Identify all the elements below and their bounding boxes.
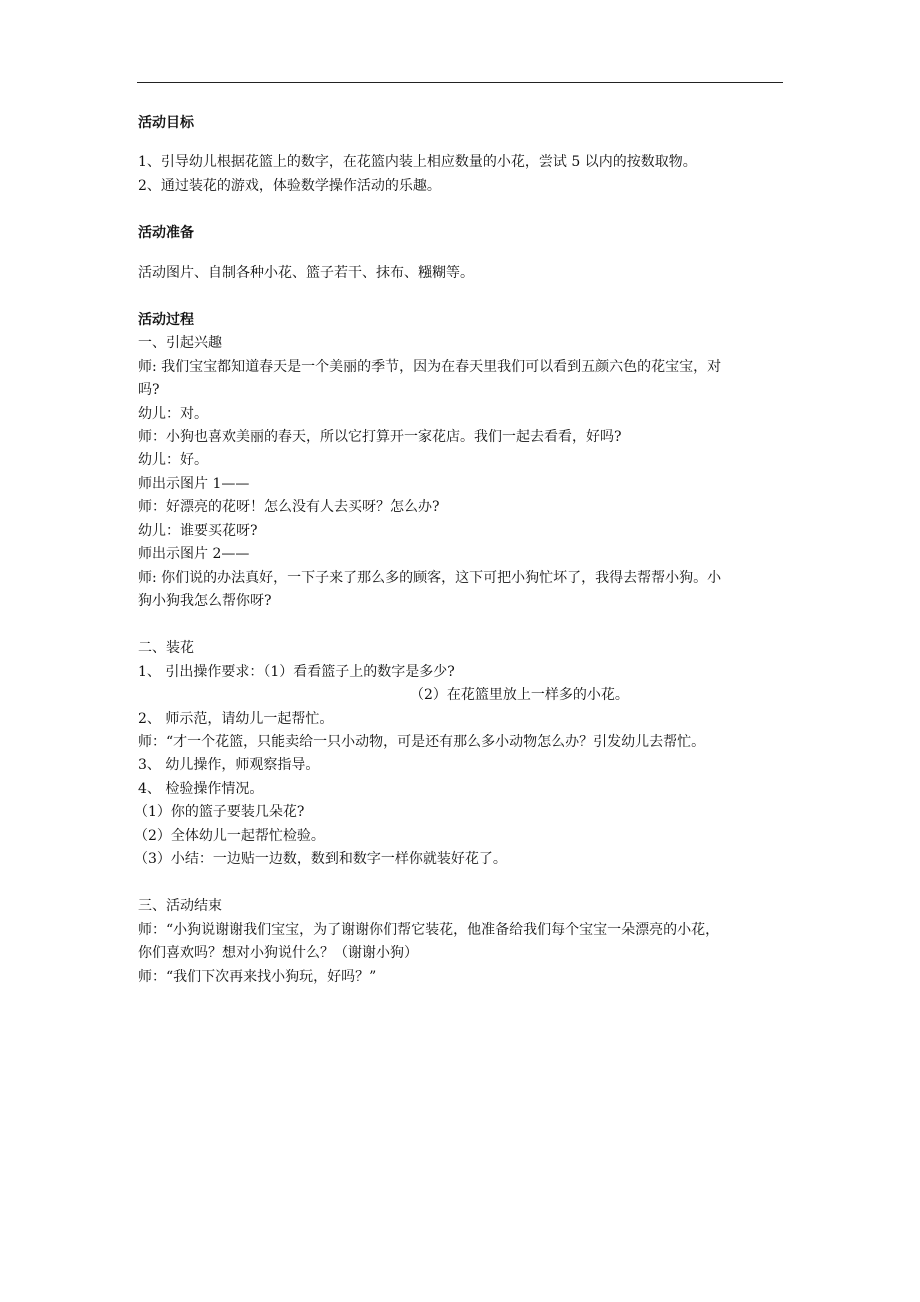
document-body xyxy=(134,112,798,989)
step-3: 3、 幼儿操作，师观察指导。 xyxy=(138,757,320,774)
dialog-line: 吗? xyxy=(138,382,160,399)
dialog-line: 师：好漂亮的花呀！怎么没有人去买呀？怎么办? xyxy=(138,499,440,516)
prep-text: 活动图片、自制各种小花、篮子若干、抹布、糨糊等。 xyxy=(138,264,474,281)
dialog-line: 师: 我们宝宝都知道春天是一个美丽的季节，因为在春天里我们可以看到五颜六色的花宝宝，对 xyxy=(138,358,722,375)
dialog-line: 狗小狗我怎么帮你呀? xyxy=(138,592,272,609)
goal-item-1: 1、引导幼儿根据花篮上的数字，在花篮内装上相应数量的小花，尝试 5 以内的按数取物。 xyxy=(138,154,697,171)
step-4-sub-3: （3）小结：一边贴一边数，数到和数字一样你就装好花了。 xyxy=(134,850,507,867)
step-1-sub: （2）在花篮里放上一样多的小花。 xyxy=(410,687,629,704)
dialog-line: 师出示图片 2—— xyxy=(138,546,250,563)
step-2: 2、 师示范，请幼儿一起帮忙。 xyxy=(138,710,334,727)
dialog-line: 师: 你们说的办法真好，一下子来了那么多的顾客，这下可把小狗忙坏了，我得去帮帮小狗。小 xyxy=(138,569,722,586)
process-part-1 xyxy=(138,332,798,613)
section-heading-goals: 活动目标 xyxy=(138,115,194,131)
dialog-line: 幼儿：对。 xyxy=(138,405,208,422)
dialog-line: 幼儿：好。 xyxy=(138,452,208,469)
process-part-3 xyxy=(138,895,798,989)
header-rule xyxy=(137,82,783,83)
step-2-dialog: 师：“才一个花篮，只能卖给一只小动物，可是还有那么多小动物怎么办？引发幼儿去帮忙。 xyxy=(138,733,706,750)
part3-title: 三、活动结束 xyxy=(138,898,222,915)
step-4-sub-2: （2）全体幼儿一起帮忙检验。 xyxy=(134,827,325,844)
closing-line: 师：“小狗说谢谢我们宝宝，为了谢谢你们帮它装花，他准备给我们每个宝宝一朵漂亮的小花， xyxy=(138,921,720,938)
dialog-line: 幼儿：谁要买花呀? xyxy=(138,522,258,539)
closing-line: 师：“我们下次再来找小狗玩，好吗？” xyxy=(138,968,377,985)
step-1: 1、 引出操作要求：（1）看看篮子上的数字是多少? xyxy=(138,663,455,680)
dialog-line: 师：小狗也喜欢美丽的春天，所以它打算开一家花店。我们一起去看看，好吗? xyxy=(138,429,622,446)
section-heading-process: 活动过程 xyxy=(138,312,194,329)
step-4-sub-1: （1）你的篮子要装几朵花? xyxy=(134,804,305,821)
goal-item-2: 2、通过装花的游戏，体验数学操作活动的乐趣。 xyxy=(138,177,441,194)
dialog-line: 师出示图片 1—— xyxy=(138,475,250,492)
closing-line: 你们喜欢吗？想对小狗说什么？（谢谢小狗） xyxy=(138,945,418,962)
part2-title: 二、装花 xyxy=(138,640,194,657)
goals-list xyxy=(138,151,798,198)
part1-title: 一、引起兴趣 xyxy=(138,335,222,352)
step-4: 4、 检验操作情况。 xyxy=(138,780,264,797)
process-part-2 xyxy=(134,637,798,871)
section-heading-prep: 活动准备 xyxy=(138,225,194,242)
